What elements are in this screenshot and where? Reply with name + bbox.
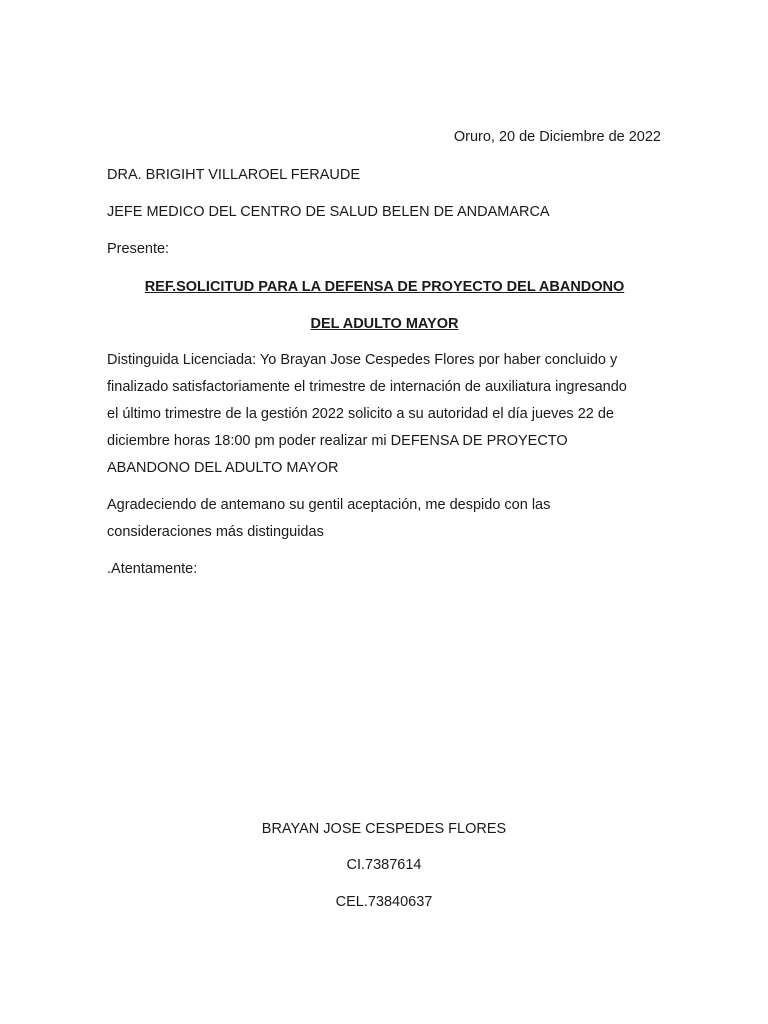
thanks-line: consideraciones más distinguidas [107, 524, 324, 540]
signature-ci: CI.7387614 [346, 857, 422, 873]
body-paragraph [107, 351, 667, 486]
closing: .Atentamente: [107, 561, 198, 577]
signature-name: BRAYAN JOSE CESPEDES FLORES [261, 821, 507, 837]
thanks-paragraph [107, 496, 667, 550]
addressee-name: DRA. BRIGIHT VILLAROEL FERAUDE [107, 167, 361, 183]
reference-line-2: DEL ADULTO MAYOR [310, 316, 459, 332]
letter-date: Oruro, 20 de Diciembre de 2022 [453, 129, 661, 145]
thanks-line: Agradeciendo de antemano su gentil aceptación, me despido con las [107, 497, 551, 513]
signature-phone: CEL.73840637 [335, 894, 433, 910]
body-line: finalizado satisfactoriamente el trimestre de internación de auxiliatura ingresando [107, 379, 627, 395]
body-line: Distinguida Licenciada: Yo Brayan Jose Cespedes Flores por haber concluido y [107, 352, 618, 368]
greeting: Presente: [107, 241, 170, 257]
body-line: ABANDONO DEL ADULTO MAYOR [107, 460, 339, 476]
addressee-position: JEFE MEDICO DEL CENTRO DE SALUD BELEN DE ANDAMARCA [107, 204, 550, 220]
body-line: diciembre horas 18:00 pm poder realizar mi DEFENSA DE PROYECTO [107, 433, 568, 449]
body-line: el último trimestre de la gestión 2022 solicito a su autoridad el día jueves 22 de [107, 406, 614, 422]
reference-line-1: REF.SOLICITUD PARA LA DEFENSA DE PROYECTO DEL ABANDONO [144, 279, 625, 295]
